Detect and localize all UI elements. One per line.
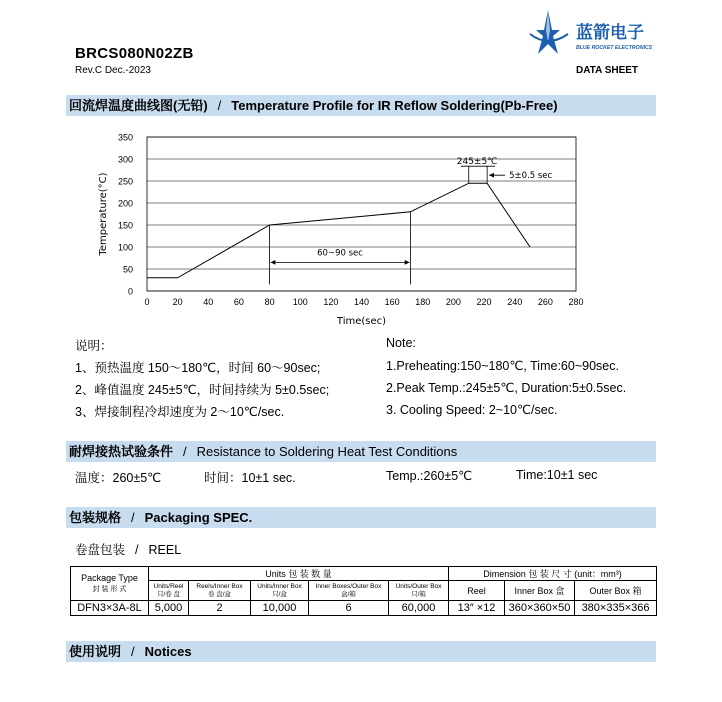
section-notices-cn: 使用说明 (69, 644, 122, 659)
dimension-group-header: Dimension 包 装 尺 寸 (unit：mm³) (449, 567, 657, 581)
doc-type: DATA SHEET (576, 65, 639, 76)
table-cell: 2 (189, 601, 251, 616)
section-separator: / (131, 510, 135, 525)
section-reflow-cn: 回流焊温度曲线图(无铅) (69, 98, 208, 113)
section-reflow-en: Temperature Profile for IR Reflow Soldering(Pb-Free) (231, 98, 558, 113)
packaging-subtitle (75, 540, 181, 558)
x-tick-label: 180 (415, 297, 431, 307)
x-tick-label: 220 (476, 297, 492, 307)
packaging-table (70, 566, 657, 616)
col-header-inner-boxes-outer-box: Inner Boxes/Outer Box 盒/箱 (309, 581, 389, 601)
table-row (71, 601, 657, 616)
rocket-logo-icon (528, 8, 658, 60)
col-header-outer-box: Outer Box 箱 (575, 581, 657, 601)
section-separator: / (131, 644, 135, 659)
heat-time-en: Time:10±1 sec (516, 468, 598, 482)
table-cell: 380×335×366 (575, 601, 657, 616)
y-tick-label: 200 (117, 198, 133, 209)
x-tick-label: 120 (323, 297, 339, 307)
heat-time-cn: 时间：10±1 sec. (204, 471, 296, 485)
notes-en-item: 3. Cooling Speed: 2~10℃/sec. (386, 403, 558, 417)
y-tick-label: 300 (117, 154, 133, 165)
col-header-units-inner-box: Units/Inner Box 只/盒 (251, 581, 309, 601)
table-cell: 6 (309, 601, 389, 616)
logo-cn-text: 蓝箭电子 (576, 23, 644, 43)
plot-frame (147, 137, 576, 291)
y-tick-label: 350 (117, 132, 133, 143)
x-tick-label: 240 (507, 297, 523, 307)
x-tick-label: 60 (233, 297, 244, 307)
section-notices-en: Notices (144, 644, 192, 659)
packaging-sub-cn: 卷盘包装 (75, 543, 126, 557)
packaging-sub-sep: / (135, 543, 139, 557)
col-header-units-outer-box: Units/Outer Box 只/箱 (389, 581, 449, 601)
peak-temp-label: 245±5℃ (456, 157, 498, 168)
part-number: BRCS080N02ZB (75, 45, 194, 62)
company-logo (528, 8, 658, 60)
package-type-header (71, 567, 149, 601)
section-heat-test-title (66, 441, 656, 462)
logo-en-text: BLUE ROCKET ELECTRONICS (576, 45, 653, 51)
notes-en-title: Note: (386, 336, 416, 350)
x-tick-label: 260 (537, 297, 553, 307)
notes-cn-item: 3、焊接制程冷却速度为 2～10℃/sec. (75, 405, 285, 419)
x-tick-label: 0 (144, 297, 150, 307)
reflow-profile-chart (95, 128, 595, 333)
notes-en-item: 2.Peak Temp.:245±5℃, Duration:5±0.5sec. (386, 381, 627, 395)
table-cell: 60,000 (389, 601, 449, 616)
heat-temp-cn: 温度：260±5℃ (75, 471, 162, 485)
x-tick-label: 280 (568, 297, 584, 307)
peak-duration-label: 5±0.5 sec (509, 171, 553, 182)
notes-cn-item: 1、预热温度 150～180℃，时间 60～90sec; (75, 361, 321, 375)
x-tick-label: 140 (353, 297, 370, 307)
y-tick-label: 250 (117, 176, 133, 187)
col-header-units-reel: Units/Reel 只/卷 盘 (149, 581, 189, 601)
x-tick-label: 20 (172, 297, 183, 307)
notes-en-item: 1.Preheating:150~180℃, Time:60~90sec. (386, 359, 619, 373)
units-group-header: Units 包 装 数 量 (149, 567, 449, 581)
x-axis-label: Time(sec) (336, 316, 387, 327)
y-tick-label: 100 (117, 242, 133, 253)
preheat-label: 60~90 sec (317, 248, 363, 259)
x-tick-label: 100 (292, 297, 308, 307)
section-packaging-en: Packaging SPEC. (144, 510, 253, 525)
section-separator: / (183, 444, 187, 459)
y-tick-label: 150 (117, 220, 133, 231)
table-cell: 360×360×50 (505, 601, 575, 616)
table-cell: 5,000 (149, 601, 189, 616)
section-separator: / (217, 98, 222, 113)
section-heat-en: Resistance to Soldering Heat Test Conditions (196, 444, 458, 459)
profile-line (147, 183, 530, 278)
col-header-reel: Reel (449, 581, 505, 601)
section-packaging-cn: 包装规格 (69, 510, 122, 525)
section-reflow-title (66, 95, 656, 116)
package-type-en: Package Type (81, 572, 138, 583)
section-notices-title (66, 641, 656, 662)
x-tick-label: 160 (384, 297, 400, 307)
col-header-reels-inner-box: Reels/Inner Box 卷 盘/盒 (189, 581, 251, 601)
y-axis-label: Temperature(°C) (98, 172, 109, 256)
section-packaging-title (66, 507, 656, 528)
section-heat-cn: 耐焊接热试验条件 (69, 444, 174, 459)
y-tick-label: 50 (122, 264, 133, 275)
packaging-sub-en: REEL (148, 543, 182, 557)
table-cell: 10,000 (251, 601, 309, 616)
revision: Rev.C Dec.-2023 (75, 65, 151, 76)
y-tick-label: 0 (127, 286, 133, 297)
heat-temp-en: Temp.:260±5℃ (386, 469, 473, 483)
notes-cn-title: 说明： (75, 339, 113, 353)
notes-cn-item: 2、峰值温度 245±5℃，时间持续为 5±0.5sec; (75, 383, 330, 397)
table-cell: 13″ ×12 (449, 601, 505, 616)
package-type-cn: 封 装 形 式 (92, 585, 127, 593)
x-tick-label: 200 (445, 297, 461, 307)
x-tick-label: 80 (264, 297, 275, 307)
x-tick-label: 40 (203, 297, 214, 307)
col-header-inner-box: Inner Box 盒 (505, 581, 575, 601)
table-cell: DFN3×3A-8L (71, 601, 149, 616)
